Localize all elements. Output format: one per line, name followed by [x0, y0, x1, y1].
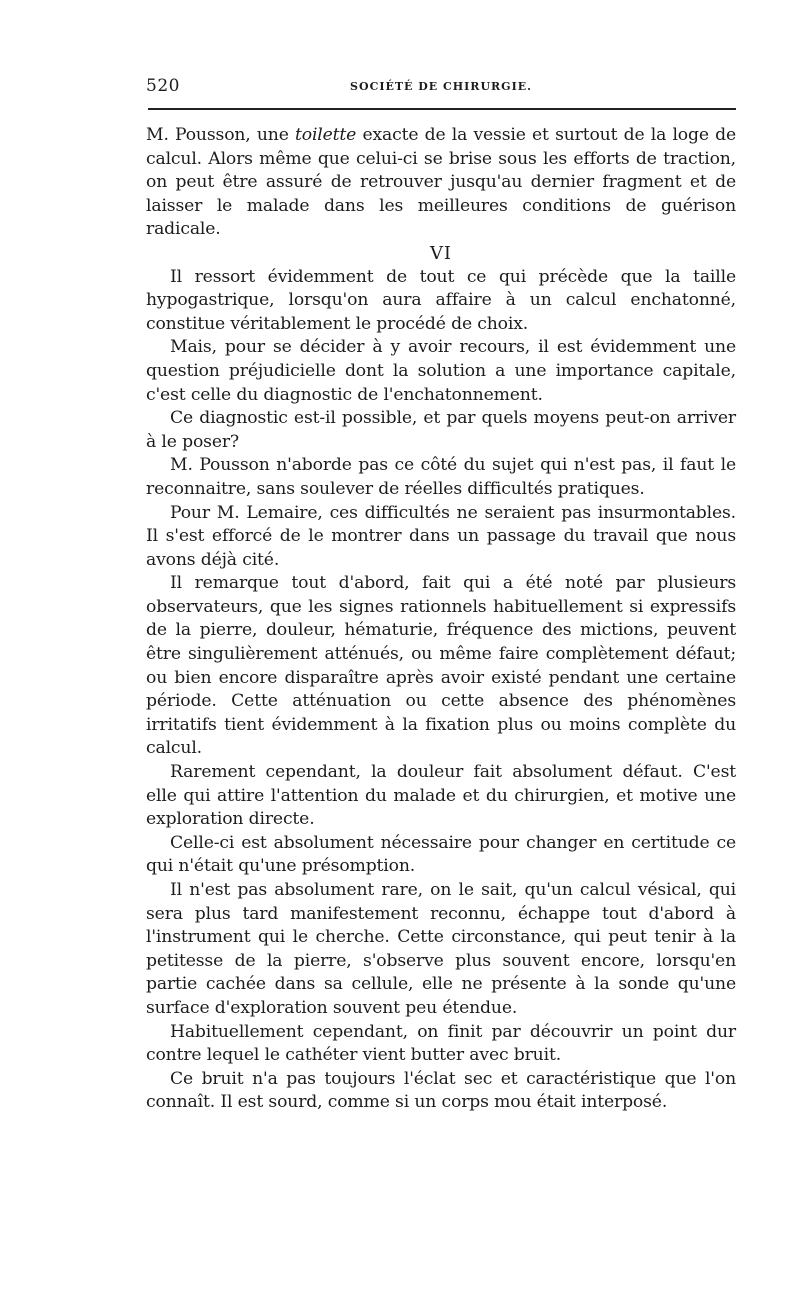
page-number: 520 — [146, 76, 180, 96]
section-heading: VI — [429, 242, 453, 264]
paragraph: Il ressort évidemment de tout ce qui précède que la taille hypogastrique, lorsqu'on aura affaire à un calcul enchatonné, constitue véritablement le procédé de choix. — [146, 266, 736, 334]
paragraph: Ce bruit n'a pas toujours l'éclat sec et caractéristique que l'on connaît. Il est sourd, comme si un corps mou était interposé. — [146, 1068, 736, 1113]
paragraph: Rarement cependant, la douleur fait absolument défaut. C'est elle qui attire l'attention du malade et du chirurgien, et motive une exploration directe. — [146, 762, 736, 830]
paragraph: Il remarque tout d'abord, fait qui a été noté par plusieurs observateurs, que les signes rationnels habituellement si expressifs de la pierre, douleur, hématurie, fréquence des mictions, peuvent être singulièrement atténués, ou même faire complètement défaut; ou bien encore disparaître après avoir existé pendant une certaine période. Cette atténuation ou cette absence des phénomènes irritatifs tient évidemment à la fixation plus ou moins complète du calcul. — [146, 573, 736, 759]
paragraph: Mais, pour se décider à y avoir recours, il est évidemment une question préjudicielle dont la solution a une importance capitale, c'est celle du diagnostic de l'enchatonnement. — [146, 337, 736, 405]
book-page — [146, 74, 736, 1115]
paragraph: Ce diagnostic est-il possible, et par quels moyens peut-on arriver à le poser? — [146, 408, 736, 452]
paragraph: Pour M. Lemaire, ces difficultés ne seraient pas insurmontables. Il s'est efforcé de le montrer dans un passage du travail que nous avons déjà cité. — [146, 502, 736, 570]
header-rule — [148, 108, 736, 110]
paragraph: M. Pousson n'aborde pas ce côté du sujet qui n'est pas, il faut le reconnaitre, sans soulever de réelles difficultés pratiques. — [146, 455, 736, 499]
emphasis-word: toilette — [295, 125, 357, 145]
paragraph: Il n'est pas absolument rare, on le sait, qu'un calcul vésical, qui sera plus tard manifestement reconnu, échappe tout d'abord à l'instrument qui le cherche. Cette circonstance, qui peut tenir à la petitesse de la pierre, s'observe plus souvent encore, lorsqu'en partie cachée dans sa cellule, elle ne présente à la sonde qu'une surface d'exploration souvent peu étendue. — [146, 880, 736, 1018]
body-text — [146, 124, 736, 1115]
opening-text-start: M. Pousson, une — [146, 125, 295, 145]
running-head — [146, 74, 736, 102]
paragraph: Habituellement cependant, on finit par découvrir un point dur contre lequel le cathéter vient butter avec bruit. — [146, 1021, 736, 1066]
running-title: SOCIÉTÉ DE CHIRURGIE. — [350, 80, 532, 93]
opening-paragraph — [146, 124, 736, 242]
opening-text-end: exacte de la vessie et surtout de la loge de calcul. Alors même que celui-ci se brise sous les efforts de traction, on peut être assuré de retrouver jusqu'au dernier fragment et de laisser le malade dans les meilleures conditions de guérison radicale. — [146, 125, 736, 240]
paragraph: Celle-ci est absolument nécessaire pour changer en certitude ce qui n'était qu'une présomption. — [146, 832, 736, 877]
